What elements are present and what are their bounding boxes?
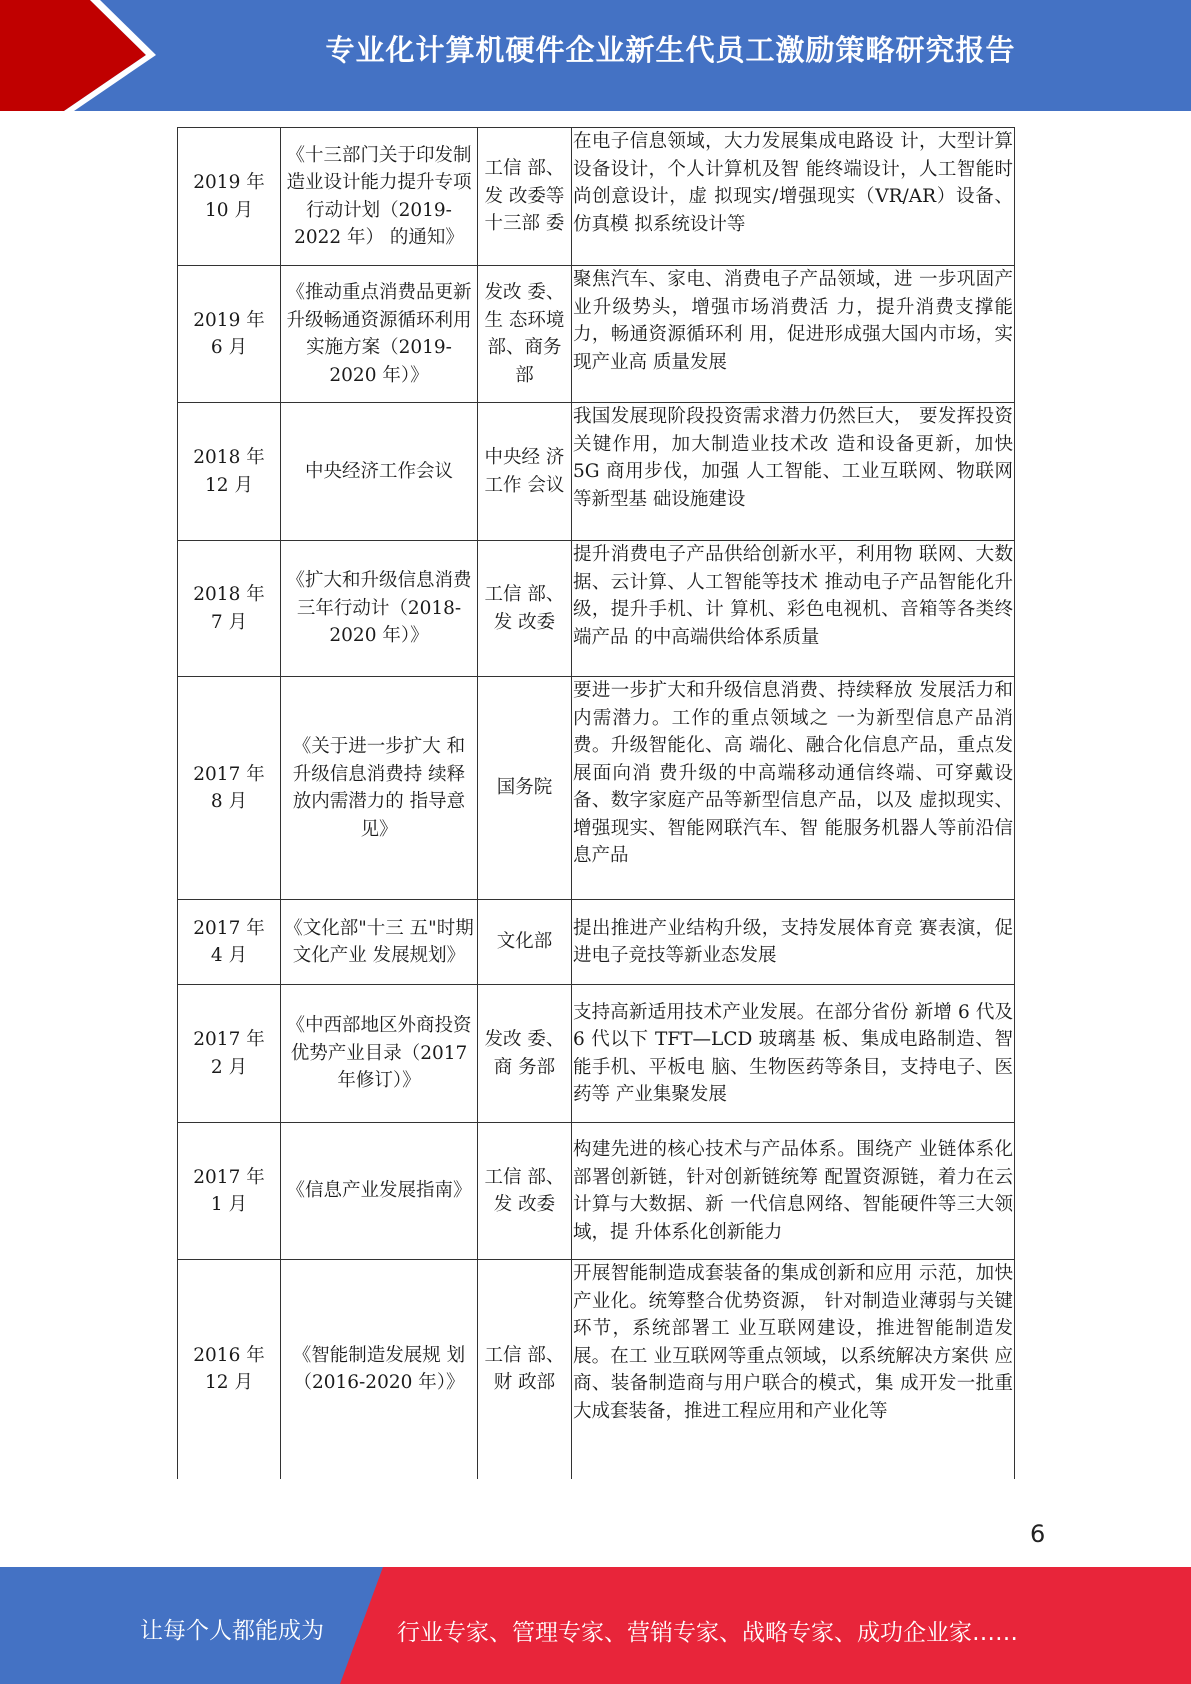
- department-cell: 国务院: [478, 677, 572, 900]
- date-cell: 2016 年 12 月: [178, 1260, 281, 1479]
- content-cell: 我国发展现阶段投资需求潜力仍然巨大， 要发挥投资关键作用，加大制造业技术改 造和设备更新，加快 5G 商用步伐，加强 人工智能、工业互联网、物联网等新型基 础设施建设: [572, 403, 1015, 541]
- report-title: 专业化计算机硬件企业新生代员工激励策略研究报告: [325, 33, 1016, 67]
- content-cell: 提升消费电子产品供给创新水平，利用物 联网、大数据、云计算、人工智能等技术 推动电子产品智能化升级，提升手机、计 算机、彩色电视机、音箱等各类终端产品 的中高端供给体系质量: [572, 541, 1015, 677]
- date-cell: 2017 年 2 月: [178, 985, 281, 1123]
- date-cell: 2017 年 1 月: [178, 1123, 281, 1260]
- document-cell: 《扩大和升级信息消费三年行动计（2018-2020 年）》: [281, 541, 478, 677]
- table-row: [178, 900, 1015, 985]
- document-cell: 《信息产业发展指南》: [281, 1123, 478, 1260]
- department-cell: 发改 委、生 态环境部、商务部: [478, 266, 572, 403]
- table-row: [178, 677, 1015, 900]
- department-cell: 文化部: [478, 900, 572, 985]
- policy-table: [177, 127, 1015, 1479]
- document-cell: 《智能制造发展规 划（2016-2020 年）》: [281, 1260, 478, 1479]
- content-cell: 开展智能制造成套装备的集成创新和应用 示范，加快产业化。统筹整合优势资源， 针对制造业薄弱与关键环节，系统部署工 业互联网建设，推进智能制造发展。在工 业互联网等重点领域，以系统解决方案供 应商、装备制造商与用户联合的模式，集 成开发一批重大成套装备，推进工程应用和产业化等: [572, 1260, 1015, 1479]
- date-cell: 2019 年 10 月: [178, 128, 281, 266]
- content-cell: 在电子信息领域，大力发展集成电路设 计，大型计算设备设计，个人计算机及智 能终端设计，人工智能时尚创意设计，虚 拟现实/增强现实（VR/AR）设备、仿真模 拟系统设计等: [572, 128, 1015, 266]
- document-cell: 《关于进一步扩大 和升级信息消费持 续释放内需潜力的 指导意见》: [281, 677, 478, 900]
- document-cell: 《文化部"十三 五"时期文化产业 发展规划》: [281, 900, 478, 985]
- table-row: [178, 541, 1015, 677]
- document-cell: 《十三部门关于印发制造业设计能力提升专项行动计划（2019-2022 年） 的通知》: [281, 128, 478, 266]
- table-row: [178, 266, 1015, 403]
- department-cell: 发改 委、商 务部: [478, 985, 572, 1123]
- department-cell: 工信 部、发 改委等十三部 委: [478, 128, 572, 266]
- document-cell: 《中西部地区外商投资优势产业目录（2017 年修订）》: [281, 985, 478, 1123]
- table-row: [178, 985, 1015, 1123]
- date-cell: 2018 年 12 月: [178, 403, 281, 541]
- page-header: [0, 0, 1191, 111]
- footer-slogan-right: 行业专家、管理专家、营销专家、战略专家、成功企业家……: [397, 1620, 1018, 1646]
- table-row: [178, 1123, 1015, 1260]
- table-row: [178, 128, 1015, 266]
- date-cell: 2019 年 6 月: [178, 266, 281, 403]
- document-cell: 《推动重点消费品更新升级畅通资源循环利用实施方案（2019-2020 年）》: [281, 266, 478, 403]
- content-cell: 构建先进的核心技术与产品体系。围绕产 业链体系化部署创新链，针对创新链统筹 配置资源链，着力在云计算与大数据、新 一代信息网络、智能硬件等三大领域，提 升体系化创新能力: [572, 1123, 1015, 1260]
- department-cell: 工信 部、发 改委: [478, 1123, 572, 1260]
- date-cell: 2017 年 8 月: [178, 677, 281, 900]
- content-cell: 支持高新适用技术产业发展。在部分省份 新增 6 代及 6 代以下 TFT—LCD 玻璃基 板、集成电路制造、智能手机、平板电 脑、生物医药等条目，支持电子、医药等 产业集聚发展: [572, 985, 1015, 1123]
- content-cell: 要进一步扩大和升级信息消费、持续释放 发展活力和内需潜力。工作的重点领域之 一为新型信息产品消费。升级智能化、高 端化、融合化信息产品，重点发展面向消 费升级的中高端移动通信终端、可穿戴设 备、数字家庭产品等新型信息产品，以及 虚拟现实、增强现实、智能网联汽车、智 能服务机器人等前沿信息产品: [572, 677, 1015, 900]
- footer-slogan-left: 让每个人都能成为: [140, 1618, 324, 1644]
- date-cell: 2018 年 7 月: [178, 541, 281, 677]
- document-cell: 中央经济工作会议: [281, 403, 478, 541]
- content-cell: 聚焦汽车、家电、消费电子产品领域，进 一步巩固产业升级势头，增强市场消费活 力，提升消费支撑能力，畅通资源循环利 用，促进形成强大国内市场，实现产业高 质量发展: [572, 266, 1015, 403]
- content-cell: 提出推进产业结构升级，支持发展体育竞 赛表演，促进电子竞技等新业态发展: [572, 900, 1015, 985]
- department-cell: 中央经 济工作 会议: [478, 403, 572, 541]
- department-cell: 工信 部、财 政部: [478, 1260, 572, 1479]
- department-cell: 工信 部、发 改委: [478, 541, 572, 677]
- page-footer: [0, 1567, 1191, 1684]
- page-number: 6: [1030, 1520, 1046, 1548]
- table-row: [178, 1260, 1015, 1479]
- date-cell: 2017 年 4 月: [178, 900, 281, 985]
- table-row: [178, 403, 1015, 541]
